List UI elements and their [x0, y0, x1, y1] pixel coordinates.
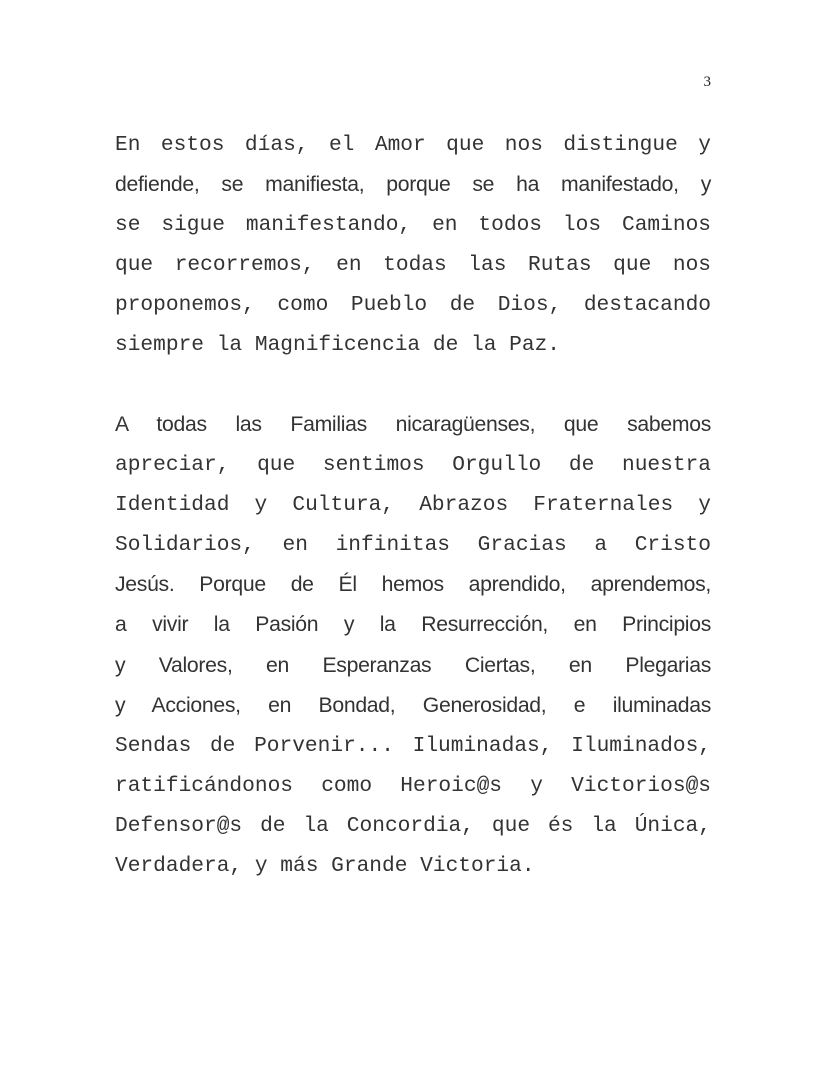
text-line: proponemos, como Pueblo de Dios, destacando [115, 293, 711, 318]
page-number: 3 [703, 74, 711, 90]
text-line: En estos días, el Amor que nos distingue y [115, 133, 711, 157]
text-line: A todas las Familias nicaragüenses, que sabemos [115, 413, 711, 436]
text-line: ratificándonos como Heroic@s y Victorios@s [115, 773, 711, 798]
text-line: Verdadera, y más Grande Victoria. [115, 854, 535, 879]
text-line: y Valores, en Esperanzas Ciertas, en Plegarias [115, 653, 711, 677]
text-line: Solidarios, en infinitas Gracias a Cristo [115, 533, 711, 558]
text-line: Sendas de Porvenir... Iluminadas, Iluminados, [115, 733, 711, 758]
text-line: apreciar, que sentimos Orgullo de nuestra [115, 453, 711, 478]
text-line: siempre la Magnificencia de la Paz. [115, 333, 561, 358]
text-line: Defensor@s de la Concordia, que és la Única, [115, 813, 711, 838]
text-line: defiende, se manifiesta, porque se ha manifestado, y [115, 173, 711, 197]
paragraph-1 [115, 125, 711, 366]
text-line: a vivir la Pasión y la Resurrección, en Principios [115, 613, 711, 637]
text-line: se sigue manifestando, en todos los Caminos [115, 213, 711, 238]
paragraph-2 [115, 405, 711, 886]
text-line: y Acciones, en Bondad, Generosidad, e iluminadas [115, 693, 711, 717]
text-line: Jesús. Porque de Él hemos aprendido, aprendemos, [115, 573, 711, 597]
text-line: que recorremos, en todas las Rutas que nos [115, 253, 711, 278]
text-line: Identidad y Cultura, Abrazos Fraternales y [115, 493, 711, 518]
